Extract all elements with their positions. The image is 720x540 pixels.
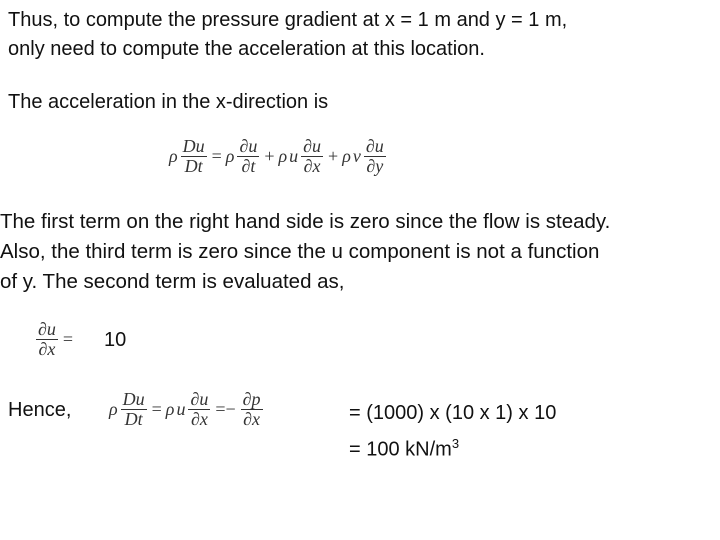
- eq1-den: Dt: [184, 156, 203, 176]
- eq3-num: Du: [122, 389, 145, 409]
- eq3-frac-du-dx: [188, 390, 210, 429]
- eq3-frac2-den: ∂x: [190, 409, 208, 429]
- eq1-frac4-num: ∂u: [365, 136, 384, 156]
- eq1-rho-3: ρ: [278, 146, 288, 166]
- eq1-plus-1: +: [264, 146, 275, 166]
- explanation-line-3: of y. The second term is evaluated as,: [0, 270, 345, 293]
- eq1-frac-du-dy: [364, 137, 386, 176]
- eq1-frac4-den: ∂y: [366, 156, 384, 176]
- eq3-rho: ρ: [109, 399, 118, 419]
- eq1-v: v: [352, 146, 361, 166]
- eq2-frac: [36, 320, 58, 359]
- eq1-frac3-den: ∂x: [303, 156, 321, 176]
- eq2-equals: =: [62, 329, 74, 349]
- eq1-frac-du-dt: [237, 137, 259, 176]
- eq3-equals-minus: =−: [215, 399, 236, 419]
- eq2-num: ∂u: [38, 319, 56, 339]
- eq3-rho-2: ρ: [165, 399, 175, 419]
- intro-line-1: Thus, to compute the pressure gradient at x = 1 m and y = 1 m,: [8, 9, 568, 31]
- eq1-num: Du: [182, 136, 205, 156]
- intro-line-2: only need to compute the acceleration at this location.: [8, 38, 485, 60]
- result-exponent: 3: [451, 436, 460, 451]
- eq1-frac2-num: ∂u: [239, 136, 258, 156]
- result-line-1: = (1000) x (10 x 1) x 10: [349, 402, 557, 424]
- eq3-den: Dt: [124, 409, 143, 429]
- eq1-frac-Du-Dt: [181, 137, 207, 176]
- eq1-u: u: [289, 146, 299, 166]
- eq2-den: ∂x: [38, 339, 56, 359]
- eq3-u: u: [176, 399, 186, 419]
- explanation-line-1: The first term on the right hand side is zero since the flow is steady.: [0, 210, 611, 233]
- eq3-frac-dp-dx: [241, 390, 263, 429]
- eq3-frac3-num: ∂p: [242, 389, 261, 409]
- result-line-2: [349, 429, 459, 465]
- eq1-frac2-den: ∂t: [241, 156, 256, 176]
- pressure-gradient-equation: [108, 390, 265, 429]
- hence-label: Hence,: [8, 399, 72, 421]
- result-line-2-text: = 100 kN/m: [349, 438, 452, 461]
- eq1-equals: =: [211, 146, 222, 166]
- eq1-rho-2: ρ: [225, 146, 235, 166]
- eq3-frac-Du-Dt: [121, 390, 147, 429]
- du-dx-value: 10: [104, 329, 127, 351]
- du-dx-equation: [34, 320, 76, 359]
- eq3-frac3-den: ∂x: [243, 409, 261, 429]
- eq1-rho: ρ: [169, 146, 178, 166]
- eq3-equals: =: [151, 399, 162, 419]
- acceleration-equation: [168, 137, 388, 176]
- eq3-frac2-num: ∂u: [190, 389, 209, 409]
- acceleration-intro: The acceleration in the x-direction is: [8, 91, 329, 113]
- eq1-frac3-num: ∂u: [303, 136, 322, 156]
- eq1-frac-du-dx: [301, 137, 323, 176]
- explanation-line-2: Also, the third term is zero since the u component is not a function: [0, 240, 600, 263]
- eq1-plus-2: +: [328, 146, 339, 166]
- eq1-rho-4: ρ: [342, 146, 351, 166]
